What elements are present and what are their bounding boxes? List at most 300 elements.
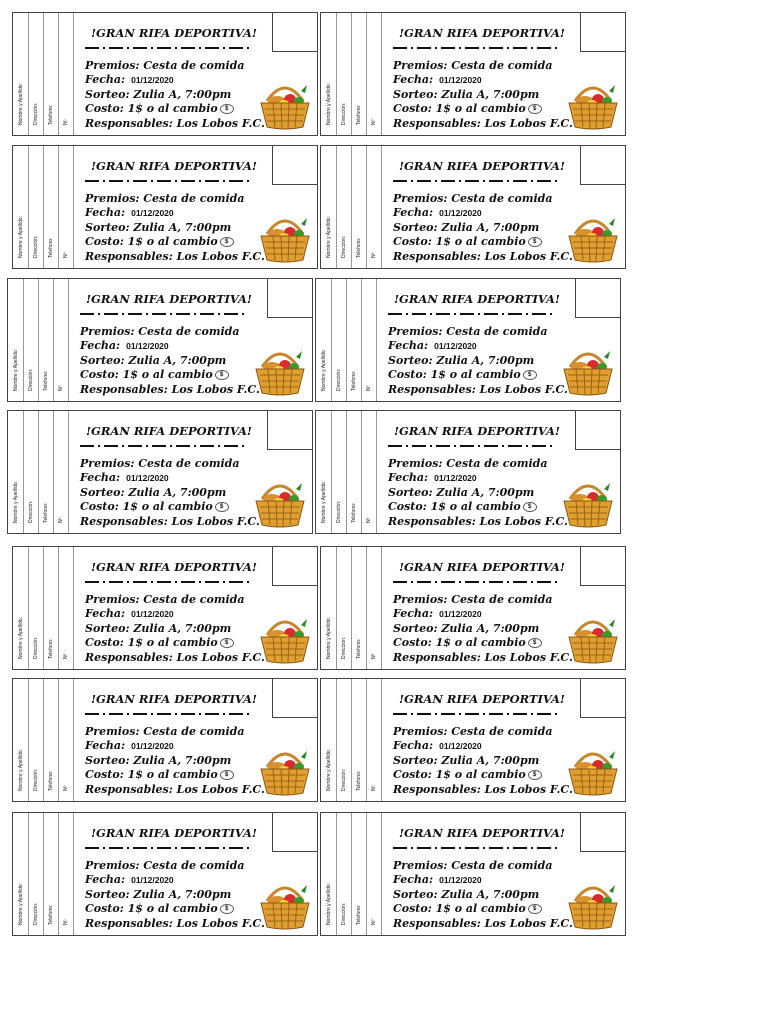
cost-text: Costo: 1$ o al cambio bbox=[80, 368, 213, 381]
stub-field-label: Nombre y Apellido: bbox=[325, 216, 332, 258]
cost-text: Costo: 1$ o al cambio bbox=[80, 500, 213, 513]
ticket-number-box bbox=[267, 410, 313, 450]
dashed-divider bbox=[85, 581, 253, 583]
date-label: Fecha: bbox=[388, 339, 429, 352]
date-label: Fecha: bbox=[393, 206, 434, 219]
ticket-title: !GRAN RIFA DEPORTIVA! bbox=[399, 692, 565, 706]
ticket-title: !GRAN RIFA DEPORTIVA! bbox=[91, 159, 257, 173]
stub-field bbox=[28, 146, 44, 268]
stub-field bbox=[58, 679, 74, 801]
responsible-line: Responsables: Los Lobos F.C. bbox=[393, 651, 573, 664]
cost-text: Costo: 1$ o al cambio bbox=[85, 636, 218, 649]
ticket-title: !GRAN RIFA DEPORTIVA! bbox=[86, 292, 252, 306]
date-line bbox=[393, 206, 482, 219]
stub-field-label: Nº bbox=[365, 385, 372, 391]
stub-field bbox=[13, 13, 29, 135]
date-line bbox=[388, 471, 477, 484]
coin-icon: $ bbox=[220, 237, 234, 247]
ticket-number-box bbox=[575, 410, 621, 450]
stub-field bbox=[13, 146, 29, 268]
stub-field bbox=[321, 13, 337, 135]
ticket-number-box bbox=[272, 12, 318, 52]
raffle-ticket bbox=[7, 410, 313, 534]
raffle-ticket bbox=[320, 678, 626, 802]
cost-line bbox=[85, 636, 234, 649]
food-basket-icon bbox=[565, 81, 621, 131]
cost-line bbox=[388, 500, 537, 513]
dashed-divider bbox=[85, 47, 253, 49]
stub-field-label: Telefono: bbox=[355, 638, 362, 659]
stub-field-label: Dirección: bbox=[32, 102, 39, 125]
coin-icon: $ bbox=[215, 502, 229, 512]
stub-field-label: Telefono: bbox=[350, 502, 357, 523]
prize-line: Premios: Cesta de comida bbox=[85, 192, 245, 205]
stub-field-label: Nombre y Apellido: bbox=[17, 883, 24, 925]
date-value: 01/12/2020 bbox=[126, 341, 169, 351]
stub-field-label: Telefono: bbox=[42, 502, 49, 523]
date-label: Fecha: bbox=[393, 873, 434, 886]
date-value: 01/12/2020 bbox=[439, 875, 482, 885]
draw-line: Sorteo: Zulia A, 7:00pm bbox=[85, 754, 232, 767]
stub-field bbox=[43, 679, 59, 801]
food-basket-icon bbox=[565, 214, 621, 264]
coin-icon: $ bbox=[220, 638, 234, 648]
stub-field bbox=[43, 813, 59, 935]
stub-field bbox=[351, 146, 367, 268]
ticket-stub bbox=[13, 813, 74, 935]
ticket-title: !GRAN RIFA DEPORTIVA! bbox=[394, 292, 560, 306]
cost-line bbox=[85, 902, 234, 915]
stub-field-label: Nº bbox=[62, 919, 69, 925]
stub-field-label: Nombre y Apellido: bbox=[325, 749, 332, 791]
date-value: 01/12/2020 bbox=[131, 75, 174, 85]
stub-field bbox=[23, 411, 39, 533]
stub-field bbox=[43, 13, 59, 135]
dashed-divider bbox=[388, 313, 556, 315]
cost-text: Costo: 1$ o al cambio bbox=[85, 102, 218, 115]
food-basket-icon bbox=[257, 615, 313, 665]
responsible-line: Responsables: Los Lobos F.C. bbox=[80, 515, 260, 528]
cost-text: Costo: 1$ o al cambio bbox=[393, 902, 526, 915]
stub-field bbox=[366, 547, 382, 669]
dashed-divider bbox=[80, 313, 248, 315]
responsible-line: Responsables: Los Lobos F.C. bbox=[85, 117, 265, 130]
date-value: 01/12/2020 bbox=[439, 208, 482, 218]
draw-line: Sorteo: Zulia A, 7:00pm bbox=[388, 486, 535, 499]
stub-field bbox=[53, 411, 69, 533]
dashed-divider bbox=[393, 847, 561, 849]
stub-field-label: Nº bbox=[62, 785, 69, 791]
date-value: 01/12/2020 bbox=[131, 875, 174, 885]
cost-text: Costo: 1$ o al cambio bbox=[85, 902, 218, 915]
food-basket-icon bbox=[257, 747, 313, 797]
stub-field-label: Nombre y Apellido: bbox=[325, 83, 332, 125]
prize-line: Premios: Cesta de comida bbox=[393, 192, 553, 205]
draw-line: Sorteo: Zulia A, 7:00pm bbox=[80, 486, 227, 499]
food-basket-icon bbox=[257, 881, 313, 931]
stub-field bbox=[346, 279, 362, 401]
coin-icon: $ bbox=[220, 904, 234, 914]
responsible-line: Responsables: Los Lobos F.C. bbox=[388, 383, 568, 396]
food-basket-icon bbox=[257, 214, 313, 264]
prize-line: Premios: Cesta de comida bbox=[393, 59, 553, 72]
ticket-stub bbox=[316, 411, 377, 533]
stub-field-label: Nombre y Apellido: bbox=[325, 883, 332, 925]
stub-field bbox=[53, 279, 69, 401]
ticket-title: !GRAN RIFA DEPORTIVA! bbox=[91, 26, 257, 40]
stub-field bbox=[13, 547, 29, 669]
food-basket-icon bbox=[252, 479, 308, 529]
stub-field bbox=[43, 146, 59, 268]
stub-field bbox=[361, 279, 377, 401]
stub-field bbox=[28, 547, 44, 669]
ticket-stub bbox=[13, 146, 74, 268]
responsible-line: Responsables: Los Lobos F.C. bbox=[393, 250, 573, 263]
ticket-title: !GRAN RIFA DEPORTIVA! bbox=[91, 826, 257, 840]
date-line bbox=[393, 73, 482, 86]
stub-field bbox=[351, 547, 367, 669]
prize-line: Premios: Cesta de comida bbox=[80, 457, 240, 470]
stub-field-label: Telefono: bbox=[355, 237, 362, 258]
stub-field bbox=[366, 13, 382, 135]
draw-line: Sorteo: Zulia A, 7:00pm bbox=[80, 354, 227, 367]
stub-field-label: Dirección: bbox=[32, 636, 39, 659]
raffle-ticket bbox=[12, 12, 318, 136]
stub-field-label: Telefono: bbox=[355, 904, 362, 925]
stub-field-label: Dirección: bbox=[32, 235, 39, 258]
prize-line: Premios: Cesta de comida bbox=[85, 859, 245, 872]
ticket-stub bbox=[321, 547, 382, 669]
food-basket-icon bbox=[565, 747, 621, 797]
stub-field-label: Nombre y Apellido: bbox=[12, 349, 19, 391]
prize-line: Premios: Cesta de comida bbox=[85, 593, 245, 606]
ticket-stub bbox=[13, 13, 74, 135]
date-value: 01/12/2020 bbox=[439, 609, 482, 619]
raffle-ticket bbox=[12, 145, 318, 269]
cost-text: Costo: 1$ o al cambio bbox=[388, 368, 521, 381]
draw-line: Sorteo: Zulia A, 7:00pm bbox=[393, 888, 540, 901]
food-basket-icon bbox=[565, 881, 621, 931]
stub-field bbox=[8, 279, 24, 401]
stub-field bbox=[28, 679, 44, 801]
prize-line: Premios: Cesta de comida bbox=[393, 593, 553, 606]
stub-field-label: Nombre y Apellido: bbox=[17, 749, 24, 791]
date-line bbox=[85, 73, 174, 86]
coin-icon: $ bbox=[528, 104, 542, 114]
date-value: 01/12/2020 bbox=[439, 741, 482, 751]
date-line bbox=[393, 607, 482, 620]
stub-field-label: Dirección: bbox=[32, 768, 39, 791]
draw-line: Sorteo: Zulia A, 7:00pm bbox=[393, 88, 540, 101]
cost-line bbox=[80, 500, 229, 513]
ticket-stub bbox=[13, 547, 74, 669]
date-value: 01/12/2020 bbox=[131, 741, 174, 751]
stub-field-label: Nº bbox=[370, 919, 377, 925]
stub-field-label: Telefono: bbox=[47, 904, 54, 925]
ticket-number-box bbox=[272, 546, 318, 586]
ticket-stub bbox=[321, 13, 382, 135]
stub-field-label: Dirección: bbox=[32, 902, 39, 925]
coin-icon: $ bbox=[523, 502, 537, 512]
date-label: Fecha: bbox=[393, 739, 434, 752]
date-value: 01/12/2020 bbox=[131, 609, 174, 619]
raffle-ticket bbox=[320, 546, 626, 670]
coin-icon: $ bbox=[220, 770, 234, 780]
responsible-line: Responsables: Los Lobos F.C. bbox=[85, 651, 265, 664]
dashed-divider bbox=[388, 445, 556, 447]
ticket-stub bbox=[8, 279, 69, 401]
stub-field bbox=[336, 547, 352, 669]
stub-field bbox=[321, 146, 337, 268]
dashed-divider bbox=[393, 581, 561, 583]
stub-field-label: Dirección: bbox=[340, 902, 347, 925]
stub-field bbox=[28, 813, 44, 935]
date-label: Fecha: bbox=[393, 73, 434, 86]
stub-field-label: Telefono: bbox=[47, 770, 54, 791]
coin-icon: $ bbox=[215, 370, 229, 380]
stub-field-label: Telefono: bbox=[42, 370, 49, 391]
cost-text: Costo: 1$ o al cambio bbox=[85, 768, 218, 781]
cost-line bbox=[80, 368, 229, 381]
prize-line: Premios: Cesta de comida bbox=[393, 725, 553, 738]
raffle-ticket bbox=[320, 12, 626, 136]
dashed-divider bbox=[85, 180, 253, 182]
date-label: Fecha: bbox=[85, 873, 126, 886]
ticket-number-box bbox=[272, 812, 318, 852]
responsible-line: Responsables: Los Lobos F.C. bbox=[393, 783, 573, 796]
draw-line: Sorteo: Zulia A, 7:00pm bbox=[393, 622, 540, 635]
date-label: Fecha: bbox=[388, 471, 429, 484]
stub-field-label: Nº bbox=[370, 785, 377, 791]
ticket-stub bbox=[321, 146, 382, 268]
food-basket-icon bbox=[257, 81, 313, 131]
stub-field bbox=[316, 279, 332, 401]
cost-line bbox=[85, 768, 234, 781]
cost-line bbox=[388, 368, 537, 381]
stub-field bbox=[336, 679, 352, 801]
stub-field-label: Dirección: bbox=[340, 636, 347, 659]
responsible-line: Responsables: Los Lobos F.C. bbox=[393, 117, 573, 130]
date-value: 01/12/2020 bbox=[434, 341, 477, 351]
stub-field-label: Nº bbox=[370, 252, 377, 258]
stub-field bbox=[316, 411, 332, 533]
stub-field bbox=[58, 146, 74, 268]
stub-field-label: Telefono: bbox=[47, 237, 54, 258]
ticket-number-box bbox=[580, 12, 626, 52]
coin-icon: $ bbox=[528, 770, 542, 780]
raffle-ticket bbox=[12, 812, 318, 936]
raffle-ticket bbox=[7, 278, 313, 402]
stub-field-label: Nombre y Apellido: bbox=[17, 617, 24, 659]
stub-field bbox=[351, 813, 367, 935]
stub-field-label: Nº bbox=[62, 653, 69, 659]
stub-field-label: Nº bbox=[57, 517, 64, 523]
stub-field-label: Telefono: bbox=[47, 104, 54, 125]
food-basket-icon bbox=[565, 615, 621, 665]
stub-field bbox=[336, 146, 352, 268]
stub-field bbox=[321, 679, 337, 801]
ticket-title: !GRAN RIFA DEPORTIVA! bbox=[91, 692, 257, 706]
stub-field bbox=[43, 547, 59, 669]
cost-text: Costo: 1$ o al cambio bbox=[393, 636, 526, 649]
stub-field-label: Telefono: bbox=[355, 770, 362, 791]
responsible-line: Responsables: Los Lobos F.C. bbox=[85, 783, 265, 796]
stub-field-label: Nº bbox=[62, 252, 69, 258]
stub-field-label: Dirección: bbox=[335, 368, 342, 391]
cost-line bbox=[393, 235, 542, 248]
date-line bbox=[85, 739, 174, 752]
stub-field bbox=[321, 547, 337, 669]
cost-text: Costo: 1$ o al cambio bbox=[85, 235, 218, 248]
food-basket-icon bbox=[560, 479, 616, 529]
stub-field-label: Nombre y Apellido: bbox=[12, 481, 19, 523]
date-label: Fecha: bbox=[85, 206, 126, 219]
stub-field bbox=[351, 679, 367, 801]
cost-line bbox=[393, 636, 542, 649]
responsible-line: Responsables: Los Lobos F.C. bbox=[85, 250, 265, 263]
cost-line bbox=[393, 768, 542, 781]
ticket-title: !GRAN RIFA DEPORTIVA! bbox=[399, 159, 565, 173]
stub-field-label: Dirección: bbox=[340, 768, 347, 791]
cost-text: Costo: 1$ o al cambio bbox=[393, 768, 526, 781]
date-line bbox=[80, 339, 169, 352]
stub-field-label: Telefono: bbox=[47, 638, 54, 659]
ticket-number-box bbox=[272, 678, 318, 718]
date-label: Fecha: bbox=[85, 607, 126, 620]
date-line bbox=[388, 339, 477, 352]
ticket-number-box bbox=[580, 812, 626, 852]
responsible-line: Responsables: Los Lobos F.C. bbox=[80, 383, 260, 396]
dashed-divider bbox=[393, 47, 561, 49]
coin-icon: $ bbox=[523, 370, 537, 380]
raffle-ticket bbox=[315, 278, 621, 402]
ticket-stub bbox=[321, 679, 382, 801]
dashed-divider bbox=[85, 847, 253, 849]
stub-field bbox=[336, 13, 352, 135]
date-line bbox=[85, 206, 174, 219]
stub-field bbox=[366, 146, 382, 268]
stub-field bbox=[38, 411, 54, 533]
ticket-stub bbox=[8, 411, 69, 533]
cost-line bbox=[85, 102, 234, 115]
stub-field bbox=[331, 411, 347, 533]
date-label: Fecha: bbox=[85, 73, 126, 86]
prize-line: Premios: Cesta de comida bbox=[85, 59, 245, 72]
stub-field bbox=[58, 13, 74, 135]
ticket-number-box bbox=[580, 678, 626, 718]
stub-field-label: Nº bbox=[62, 119, 69, 125]
draw-line: Sorteo: Zulia A, 7:00pm bbox=[393, 221, 540, 234]
date-label: Fecha: bbox=[80, 339, 121, 352]
ticket-title: !GRAN RIFA DEPORTIVA! bbox=[91, 560, 257, 574]
dashed-divider bbox=[393, 713, 561, 715]
stub-field bbox=[321, 813, 337, 935]
ticket-number-box bbox=[272, 145, 318, 185]
stub-field-label: Nº bbox=[57, 385, 64, 391]
stub-field bbox=[336, 813, 352, 935]
date-value: 01/12/2020 bbox=[439, 75, 482, 85]
stub-field-label: Dirección: bbox=[335, 500, 342, 523]
date-value: 01/12/2020 bbox=[434, 473, 477, 483]
stub-field bbox=[28, 13, 44, 135]
cost-line bbox=[393, 102, 542, 115]
stub-field-label: Nº bbox=[370, 119, 377, 125]
date-line bbox=[393, 739, 482, 752]
stub-field-label: Nombre y Apellido: bbox=[320, 349, 327, 391]
cost-text: Costo: 1$ o al cambio bbox=[393, 102, 526, 115]
responsible-line: Responsables: Los Lobos F.C. bbox=[85, 917, 265, 930]
ticket-number-box bbox=[580, 546, 626, 586]
date-value: 01/12/2020 bbox=[131, 208, 174, 218]
date-label: Fecha: bbox=[80, 471, 121, 484]
stub-field-label: Nº bbox=[365, 517, 372, 523]
cost-text: Costo: 1$ o al cambio bbox=[393, 235, 526, 248]
stub-field-label: Nombre y Apellido: bbox=[320, 481, 327, 523]
date-value: 01/12/2020 bbox=[126, 473, 169, 483]
date-label: Fecha: bbox=[393, 607, 434, 620]
responsible-line: Responsables: Los Lobos F.C. bbox=[393, 917, 573, 930]
raffle-ticket bbox=[12, 546, 318, 670]
raffle-ticket bbox=[315, 410, 621, 534]
food-basket-icon bbox=[252, 347, 308, 397]
prize-line: Premios: Cesta de comida bbox=[388, 325, 548, 338]
date-label: Fecha: bbox=[85, 739, 126, 752]
stub-field bbox=[58, 547, 74, 669]
draw-line: Sorteo: Zulia A, 7:00pm bbox=[85, 888, 232, 901]
coin-icon: $ bbox=[528, 237, 542, 247]
stub-field bbox=[331, 279, 347, 401]
date-line bbox=[85, 607, 174, 620]
stub-field bbox=[13, 679, 29, 801]
prize-line: Premios: Cesta de comida bbox=[80, 325, 240, 338]
ticket-title: !GRAN RIFA DEPORTIVA! bbox=[399, 26, 565, 40]
dashed-divider bbox=[80, 445, 248, 447]
stub-field-label: Dirección: bbox=[27, 500, 34, 523]
date-line bbox=[80, 471, 169, 484]
stub-field bbox=[23, 279, 39, 401]
draw-line: Sorteo: Zulia A, 7:00pm bbox=[85, 88, 232, 101]
ticket-title: !GRAN RIFA DEPORTIVA! bbox=[394, 424, 560, 438]
raffle-ticket bbox=[12, 678, 318, 802]
cost-line bbox=[393, 902, 542, 915]
raffle-ticket bbox=[320, 812, 626, 936]
coin-icon: $ bbox=[528, 638, 542, 648]
prize-line: Premios: Cesta de comida bbox=[393, 859, 553, 872]
food-basket-icon bbox=[560, 347, 616, 397]
ticket-title: !GRAN RIFA DEPORTIVA! bbox=[399, 826, 565, 840]
raffle-ticket bbox=[320, 145, 626, 269]
coin-icon: $ bbox=[220, 104, 234, 114]
stub-field-label: Nombre y Apellido: bbox=[17, 83, 24, 125]
stub-field-label: Dirección: bbox=[340, 102, 347, 125]
ticket-number-box bbox=[267, 278, 313, 318]
prize-line: Premios: Cesta de comida bbox=[85, 725, 245, 738]
prize-line: Premios: Cesta de comida bbox=[388, 457, 548, 470]
ticket-number-box bbox=[580, 145, 626, 185]
cost-text: Costo: 1$ o al cambio bbox=[388, 500, 521, 513]
cost-line bbox=[85, 235, 234, 248]
coin-icon: $ bbox=[528, 904, 542, 914]
responsible-line: Responsables: Los Lobos F.C. bbox=[388, 515, 568, 528]
stub-field bbox=[8, 411, 24, 533]
ticket-title: !GRAN RIFA DEPORTIVA! bbox=[86, 424, 252, 438]
ticket-number-box bbox=[575, 278, 621, 318]
draw-line: Sorteo: Zulia A, 7:00pm bbox=[393, 754, 540, 767]
dashed-divider bbox=[85, 713, 253, 715]
stub-field bbox=[366, 679, 382, 801]
stub-field-label: Dirección: bbox=[27, 368, 34, 391]
stub-field-label: Dirección: bbox=[340, 235, 347, 258]
